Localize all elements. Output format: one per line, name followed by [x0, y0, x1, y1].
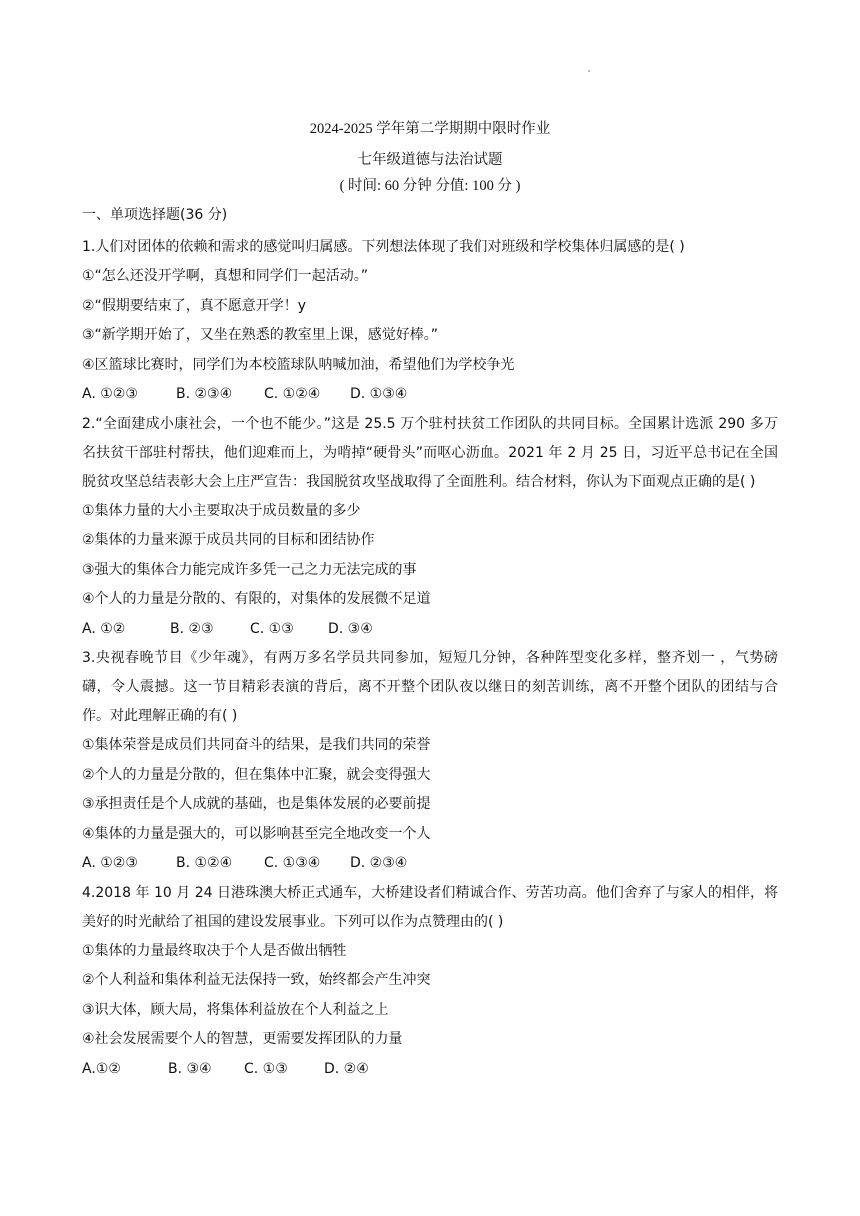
answer-choice-a: A.①②	[82, 1060, 121, 1077]
question-option: ③强大的集体合力能完成许多凭一己之力无法完成的事	[82, 561, 417, 578]
answer-choices	[82, 1055, 778, 1085]
question-option: ③“新学期开始了，又坐在熟悉的教室里上课，感觉好棒。”	[82, 327, 439, 343]
question-option: ③识大体，顾大局，将集体利益放在个人利益之上	[82, 1001, 389, 1018]
question-stem: 3.央视春晚节目《少年魂》，有两万多名学员共同参加，短短几分钟，各种阵型变化多样，整齐划一 ，气势磅礴，令人震撼。这一节目精彩表演的背后，离不开整个团队夜以继日的刻苦训练，离不开整个团队的团结与合作。对此理解正确的有( )	[82, 650, 778, 724]
exam-content	[82, 203, 778, 1084]
question-option: ②“假期要结束了，真不愿意开学！y	[82, 297, 307, 314]
question-2	[82, 410, 778, 645]
answer-choice-d: D. ③④	[328, 620, 373, 637]
question-option: ①集体的力量最终取决于个人是否做出牺牲	[82, 942, 347, 959]
answer-choice-d: D. ②④	[324, 1060, 369, 1077]
answer-choice-b: B. ③④	[168, 1060, 212, 1077]
answer-choices	[82, 615, 778, 645]
answer-choice-a: A. ①②③	[82, 386, 138, 402]
question-4	[82, 879, 778, 1085]
answer-choice-b: B. ②③④	[176, 386, 233, 402]
answer-choices	[82, 849, 778, 879]
question-option: ④个人的力量是分散的、有限的，对集体的发展微不足道	[82, 591, 431, 607]
answer-choices	[82, 380, 778, 410]
question-option: ②集体的力量来源于成员共同的目标和团结协作	[82, 532, 375, 548]
question-option: ①集体力量的大小主要取决于成员数量的多少	[82, 502, 361, 519]
answer-choice-a: A. ①②	[82, 620, 126, 637]
answer-choice-a: A. ①②③	[82, 855, 138, 871]
answer-choice-c: C. ①③④	[264, 855, 321, 871]
section-title: 一、单项选择题(36 分)	[82, 207, 228, 223]
question-stem: 4.2018 年 10 月 24 日港珠澳大桥正式通车，大桥建设者们精诚合作、劳苦功高。他们舍弃了与家人的相伴，将美好的时光献给了祖国的建设发展事业。下列可以作为点赞理由的( )	[82, 884, 778, 930]
question-1	[82, 233, 778, 410]
answer-choice-c: C. ①③	[250, 620, 294, 637]
answer-choice-b: B. ①②④	[176, 855, 233, 871]
question-option: ①集体荣誉是成员们共同奋斗的结果，是我们共同的荣誉	[82, 737, 431, 753]
exam-subtitle: 七年级道德与法治试题	[357, 152, 503, 168]
question-3	[82, 644, 778, 879]
question-option: ④集体的力量是强大的，可以影响甚至完全地改变一个人	[82, 825, 431, 842]
answer-choice-d: D. ②③④	[350, 855, 408, 871]
question-stem: 2.“全面建成小康社会，一个也不能少。”这是 25.5 万个驻村扶贫工作团队的共同目标。全国累计选派 290 多万名扶贫干部驻村帮扶，他们迎难而上，为啃掉“硬骨头”而呕心沥血。2021 年 2 月 25 日，习近平总书记在全国脱贫攻坚总结表彰大会上庄严宣告：我国脱贫攻坚战取得了全面胜利。结合材料，你认为下面观点正确的是( )	[82, 415, 778, 490]
exam-title: 2024-2025 学年第二学期期中限时作业	[309, 121, 551, 137]
exam-info: ( 时间: 60 分钟 分值: 100 分 )	[339, 178, 521, 194]
question-option: ①“怎么还没开学啊，真想和同学们一起活动。”	[82, 268, 369, 284]
question-stem: 1.人们对团体的依赖和需求的感觉叫归属感。下列想法体现了我们对班级和学校集体归属感的是( )	[82, 239, 685, 255]
answer-choice-b: B. ②③	[170, 620, 214, 637]
answer-choice-d: D. ①③④	[350, 386, 408, 402]
question-option: ③承担责任是个人成就的基础，也是集体发展的必要前提	[82, 796, 431, 812]
scan-dot	[588, 70, 590, 72]
answer-choice-c: C. ①②④	[264, 386, 321, 402]
answer-choice-c: C. ①③	[244, 1060, 288, 1077]
question-option: ②个人的力量是分散的，但在集体中汇聚，就会变得强大	[82, 766, 431, 783]
question-option: ④区篮球比赛时，同学们为本校篮球队呐喊加油，希望他们为学校争光	[82, 356, 515, 373]
question-option: ④社会发展需要个人的智慧，更需要发挥团队的力量	[82, 1031, 403, 1047]
question-option: ②个人利益和集体利益无法保持一致，始终都会产生冲突	[82, 972, 431, 988]
